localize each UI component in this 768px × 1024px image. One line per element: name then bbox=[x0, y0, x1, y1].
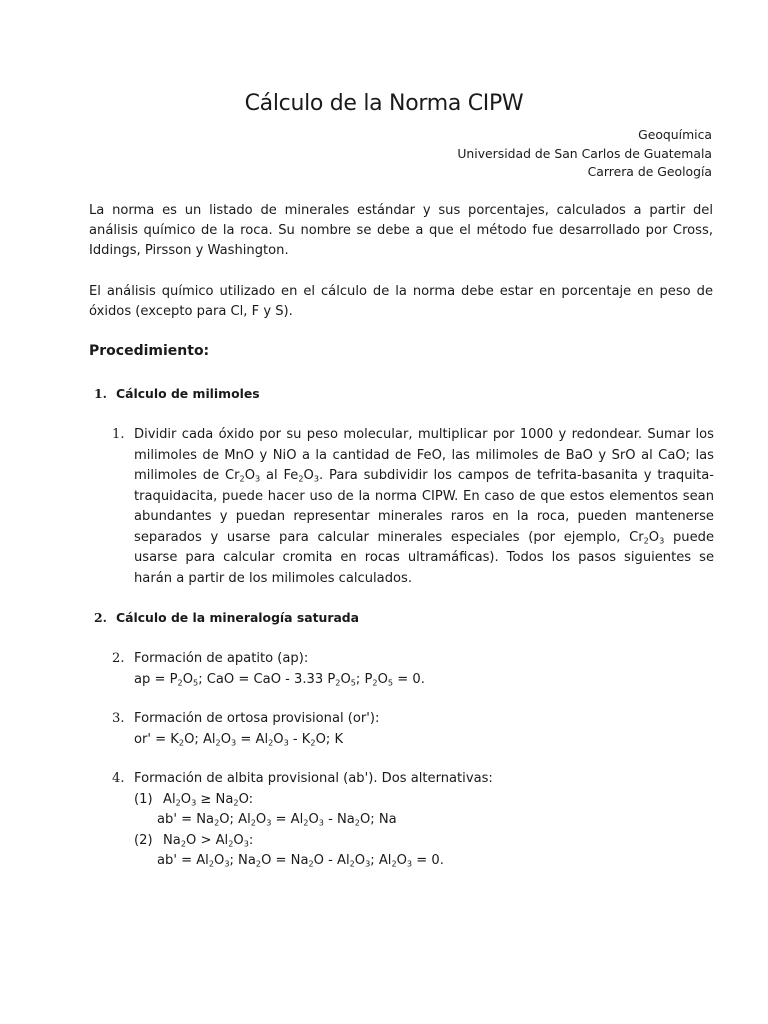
item-title: Formación de ortosa provisional (or'): bbox=[134, 711, 380, 726]
item-text bbox=[134, 769, 714, 872]
item-equation: ap = $P_2O_5$; CaO = CaO - 3.33 $P_2O_5$; $P_2O_5 = 0$. bbox=[134, 671, 425, 687]
item-equation: $or' = K_2O$; $Al_2O_3 = Al_2O_3 - K_2O$; K bbox=[134, 731, 344, 747]
intro-paragraph: La norma es un listado de minerales estándar y sus porcentajes, calculados a partir del análisis químico de la roca. Su nombre se debe a que el método fue desarrollado por Cross, Iddings, Pirsson y Washington. bbox=[89, 203, 713, 258]
item-number: 1. bbox=[112, 427, 125, 442]
alternative-1-equation: $ab' = Na_2O$; $Al_2O_3 = Al_2O_3 - Na_2O$; Na bbox=[157, 812, 397, 828]
alternative-label: (1) bbox=[134, 791, 153, 807]
item-title: Formación de albita provisional (ab'). Dos alternativas: bbox=[134, 771, 493, 786]
item-number: 4. bbox=[112, 771, 125, 786]
item-number: 3. bbox=[112, 711, 125, 726]
section-title: Cálculo de milimoles bbox=[116, 386, 260, 401]
list-item bbox=[112, 709, 714, 750]
item-text bbox=[134, 649, 714, 690]
section-heading bbox=[94, 610, 359, 625]
affiliation-course: Geoquímica bbox=[638, 127, 712, 142]
item-title: Formación de apatito (ap): bbox=[134, 651, 309, 666]
alternative-2-condition: (2) $Na_2O > Al_2O_3$: bbox=[134, 831, 714, 852]
item-number: 2. bbox=[112, 651, 125, 666]
affiliation-program: Carrera de Geología bbox=[587, 164, 712, 179]
affiliation-university: Universidad de San Carlos de Guatemala bbox=[457, 145, 712, 161]
alternative-1-condition: (1) $Al_2O_3 \ge Na_2O$: bbox=[134, 790, 714, 811]
section-title: Cálculo de la mineralogía saturada bbox=[116, 610, 360, 625]
list-item bbox=[112, 769, 714, 872]
procedure-heading: Procedimiento: bbox=[89, 343, 210, 359]
list-item bbox=[112, 425, 714, 589]
list-item bbox=[112, 649, 714, 690]
section-heading bbox=[94, 386, 260, 401]
item-text bbox=[134, 709, 714, 750]
item-text: Dividir cada óxido por su peso molecular, multiplicar por 1000 y redondear. Sumar los milimoles de MnO y NiO a la cantidad de FeO, las milimoles de BaO y SrO al CaO; las milimoles de $Cr_2O_3$ al $Fe_2O_3$. Para subdividir los campos de tefrita-basanita y traquita-traquidacita, puede hacer uso de la norma CIPW. En caso de que estos elementos sean abundantes y puedan representar minerales raros en la roca, pueden mantenerse separados y usarse para calcular minerales especiales (por ejemplo, $Cr_2O_3$ puede usarse para calcular cromita en rocas ultramáficas). Todos los pasos siguientes se harán a partir de los milimoles calculados. bbox=[134, 427, 715, 586]
alternative-2-equation: $ab' = Al_2O_3$; $Na_2O = Na_2O - Al_2O_3$; $Al_2O_3 = 0$. bbox=[157, 853, 444, 869]
section-number: 2. bbox=[94, 610, 107, 625]
alternative-label: (2) bbox=[134, 832, 153, 848]
affiliation-block bbox=[457, 126, 712, 182]
section-number: 1. bbox=[94, 386, 107, 401]
analysis-paragraph: El análisis químico utilizado en el cálculo de la norma debe estar en porcentaje en peso de óxidos (excepto para Cl, F y S). bbox=[89, 284, 713, 319]
document-title: Cálculo de la Norma CIPW bbox=[244, 91, 524, 116]
